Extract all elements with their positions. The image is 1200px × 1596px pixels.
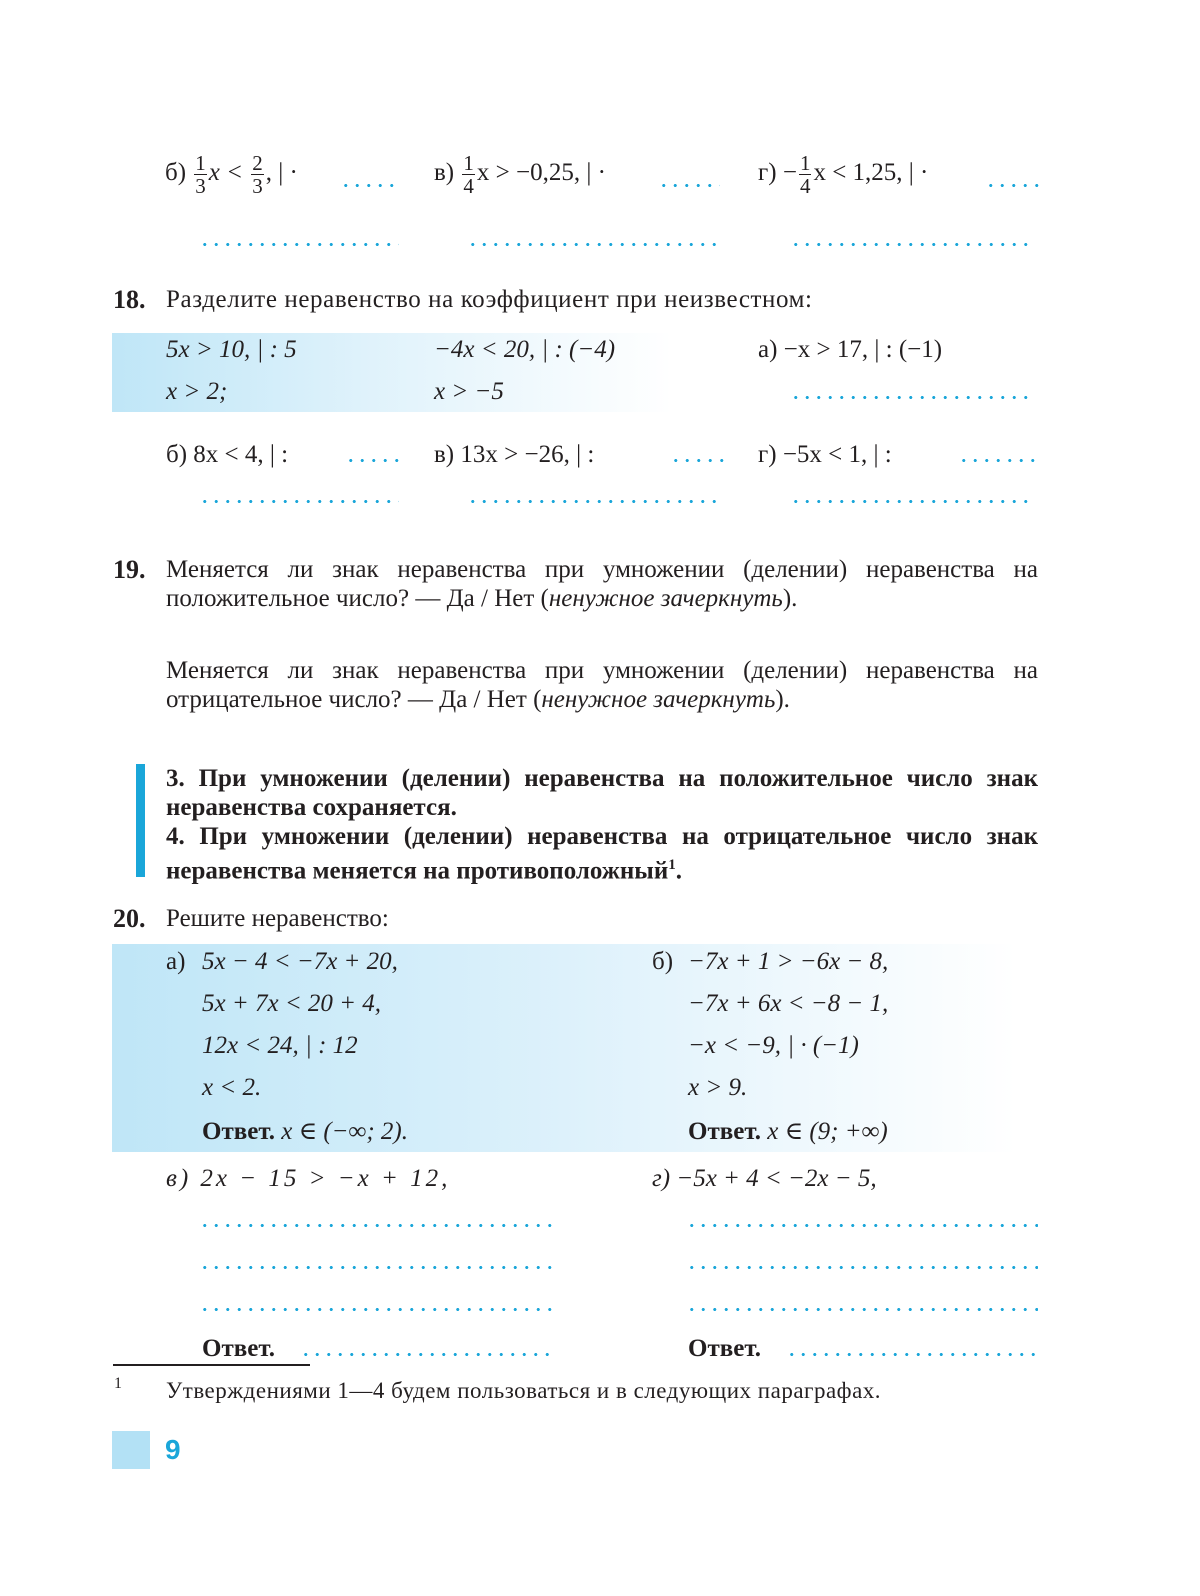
answer-blank[interactable] [199, 1266, 554, 1269]
item-label: б) [165, 159, 187, 187]
fraction [251, 152, 264, 197]
answer-label: Ответ. [202, 1118, 275, 1145]
item-label: в) [434, 159, 455, 187]
answer-value: x ∈ (−∞; 2). [281, 1118, 409, 1145]
rule-marker-bar [136, 764, 145, 877]
question-end: ). [782, 585, 798, 612]
answer-blank[interactable] [790, 243, 1035, 246]
footnote-mark: 1 [668, 857, 676, 873]
answer-blank[interactable] [345, 459, 403, 462]
ex17-v [434, 152, 606, 197]
denominator: 4 [799, 174, 811, 198]
exercise-number: 19. [113, 555, 146, 584]
question-body: Меняется ли знак неравенства при умножении (делении) неравенства на отрицательное число? — Да / Нет ( [166, 657, 1038, 713]
answer-value: x ∈ (9; +∞) [767, 1118, 888, 1145]
answer-blank[interactable] [958, 459, 1038, 462]
numerator: 2 [252, 151, 263, 175]
ex20-g: г) −5x + 4 < −2x − 5, [652, 1165, 877, 1192]
numerator: 1 [195, 151, 206, 175]
answer-blank[interactable] [670, 459, 728, 462]
answer-blank[interactable] [686, 1308, 1038, 1311]
answer-blank[interactable] [658, 184, 720, 187]
exercise-prompt: Разделите неравенство на коэффициент при неизвестном: [166, 286, 813, 313]
question-italic: ненужное зачеркнуть [541, 686, 776, 713]
ex18-a: а) −x > 17, | : (−1) [758, 336, 943, 363]
answer-blank[interactable] [300, 1353, 554, 1356]
exercise-number: 20. [113, 904, 146, 933]
expression: , | · [265, 159, 298, 187]
ex20-a-line: 5x + 7x < 20 + 4, [202, 990, 382, 1017]
expression: x < [208, 159, 244, 187]
ex20-b-line: −7x + 6x < −8 − 1, [688, 990, 889, 1017]
answer-blank[interactable] [790, 500, 1035, 503]
answer-blank[interactable] [686, 1266, 1038, 1269]
rule-4 [166, 822, 1038, 885]
numerator: 1 [463, 151, 474, 175]
minus-sign: − [782, 159, 797, 187]
ex20-a-line: x < 2. [202, 1074, 262, 1101]
question-italic: ненужное зачеркнуть [548, 585, 783, 612]
ex20-a-line: 5x − 4 < −7x + 20, [202, 948, 398, 975]
rules-block [166, 764, 1038, 885]
answer-label: Ответ. [688, 1118, 761, 1145]
ex20-b-answer [688, 1117, 888, 1147]
question-end: ). [775, 686, 790, 713]
answer-blank[interactable] [790, 396, 1035, 399]
ex18-b: б) 8x < 4, | : [166, 441, 289, 468]
ex20-a-label: а) [166, 948, 186, 975]
example-2-line-1: −4x < 20, | : (−4) [434, 336, 616, 363]
question-text [166, 555, 1038, 613]
answer-blank[interactable] [199, 500, 399, 503]
rule-3: 3. При умножении (делении) неравенства на положительное число знак неравенства сохраняется. [166, 765, 1038, 821]
page-number: 9 [165, 1434, 181, 1465]
fraction [194, 152, 207, 197]
answer-blank[interactable] [199, 1308, 554, 1311]
footnote-mark: 1 [114, 1375, 122, 1392]
ex20-b-line: −x < −9, | · (−1) [688, 1032, 859, 1059]
question-text [166, 656, 1038, 714]
item-label: г) [758, 159, 777, 187]
answer-blank[interactable] [199, 243, 399, 246]
expression: x > −0,25, | · [476, 159, 606, 187]
ex20-b-line: x > 9. [688, 1074, 748, 1101]
ex20-b-label: б) [652, 948, 674, 975]
fraction [799, 152, 812, 197]
answer-blank[interactable] [199, 1224, 554, 1227]
answer-blank[interactable] [985, 184, 1043, 187]
ex20-b-line: −7x + 1 > −6x − 8, [688, 948, 889, 975]
exercise-prompt: Решите неравенство: [166, 905, 389, 932]
answer-blank[interactable] [686, 1224, 1038, 1227]
fraction [462, 152, 475, 197]
ex20-a-line: 12x < 24, | : 12 [202, 1032, 358, 1059]
ex17-b [165, 152, 298, 197]
example-1-line-2: x > 2; [166, 378, 228, 405]
denominator: 4 [463, 174, 474, 198]
ex19-question-1 [166, 555, 1038, 613]
expression: x < 1,25, | · [813, 159, 929, 187]
answer-label: Ответ. [202, 1335, 275, 1362]
rule-4-text: 4. При умножении (делении) неравенства на отрицательное число знак неравенства меняется на противоположный [166, 823, 1038, 885]
rule-4-end: . [675, 857, 682, 885]
footnote-text: Утверждениями 1—4 будем пользоваться и в следующих параграфах. [166, 1378, 882, 1403]
exercise-number: 18. [113, 285, 146, 314]
numerator: 1 [799, 151, 811, 175]
example-2-line-2: x > −5 [434, 378, 504, 405]
answer-blank[interactable] [340, 184, 400, 187]
answer-blank[interactable] [467, 243, 717, 246]
page-number-box [112, 1431, 150, 1469]
answer-label: Ответ. [688, 1335, 761, 1362]
ex20-v: в) 2x − 15 > −x + 12, [166, 1165, 451, 1192]
answer-blank[interactable] [786, 1353, 1038, 1356]
denominator: 3 [195, 174, 206, 198]
example-1-line-1: 5x > 10, | : 5 [166, 336, 297, 363]
ex18-g: г) −5x < 1, | : [758, 441, 892, 468]
ex17-g [758, 152, 928, 197]
ex20-a-answer [202, 1117, 408, 1147]
question-body: Меняется ли знак неравенства при умножении (делении) неравенства на положительное число? — Да / Нет ( [166, 556, 1038, 612]
ex19-question-2 [166, 656, 1038, 714]
answer-blank[interactable] [467, 500, 717, 503]
footnote-divider [113, 1364, 310, 1366]
ex18-v: в) 13x > −26, | : [434, 441, 595, 468]
denominator: 3 [252, 174, 263, 198]
